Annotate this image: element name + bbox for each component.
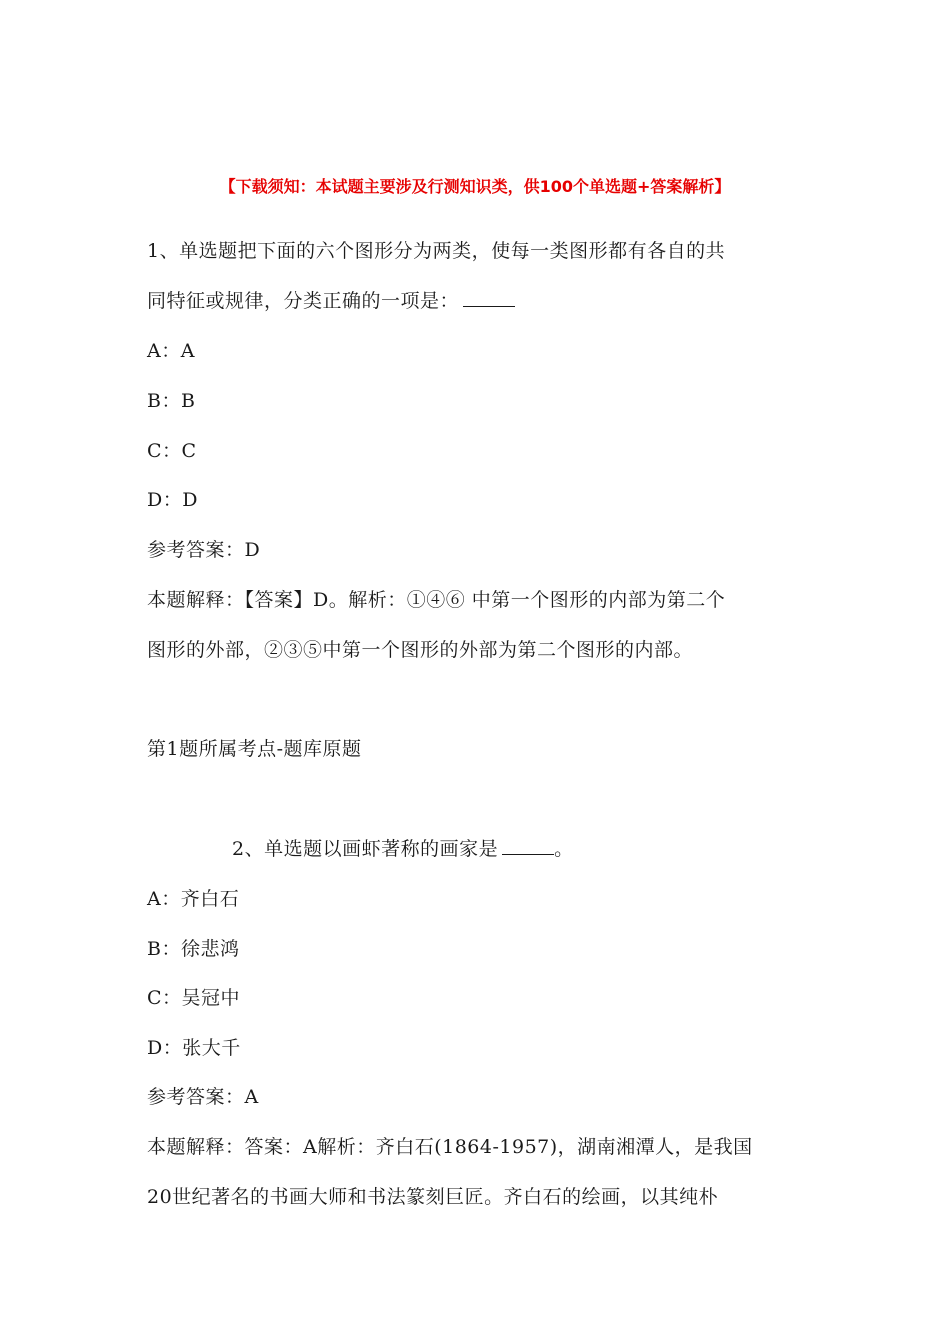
question-2-explanation-line-2: 20世纪著名的书画大师和书法篆刻巨匠。齐白石的绘画，以其纯朴	[147, 1186, 719, 1208]
answer-blank	[502, 836, 554, 855]
question-2-stem	[232, 836, 574, 862]
question-2-option-c: C：吴冠中	[147, 987, 241, 1009]
question-1-option-b: B：B	[147, 390, 196, 412]
question-1-option-d: D：D	[147, 489, 198, 511]
question-1-option-c: C：C	[147, 440, 197, 462]
question-2-stem-end: 。	[554, 838, 574, 860]
question-1-topic: 第1题所属考点-题库原题	[147, 738, 362, 760]
question-1-stem-line-1: 1、单选题把下面的六个图形分为两类，使每一类图形都有各自的共	[147, 240, 726, 262]
answer-blank	[463, 288, 515, 307]
question-1-explanation-line-2: 图形的外部，②③⑤中第一个图形的外部为第二个图形的内部。	[147, 639, 694, 661]
question-1-answer: 参考答案：D	[147, 539, 261, 561]
question-1-stem-line-2	[147, 288, 515, 314]
download-notice: 【下载须知：本试题主要涉及行测知识类，供100个单选题+答案解析】	[219, 177, 731, 196]
question-2-option-a: A：齐白石	[147, 888, 240, 910]
question-2-explanation-line-1: 本题解释：答案：A解析：齐白石(1864-1957)，湖南湘潭人，是我国	[147, 1136, 753, 1158]
question-2-stem-text: 2、单选题以画虾著称的画家是	[232, 838, 499, 860]
question-1-explanation-line-1: 本题解释：【答案】D。解析：①④⑥ 中第一个图形的内部为第二个	[147, 589, 726, 611]
question-2-answer: 参考答案：A	[147, 1086, 259, 1108]
question-1-stem-text: 同特征或规律，分类正确的一项是：	[147, 290, 460, 312]
question-2-option-b: B：徐悲鸿	[147, 938, 240, 960]
question-1-option-a: A：A	[147, 340, 195, 362]
question-2-option-d: D：张大千	[147, 1037, 241, 1059]
